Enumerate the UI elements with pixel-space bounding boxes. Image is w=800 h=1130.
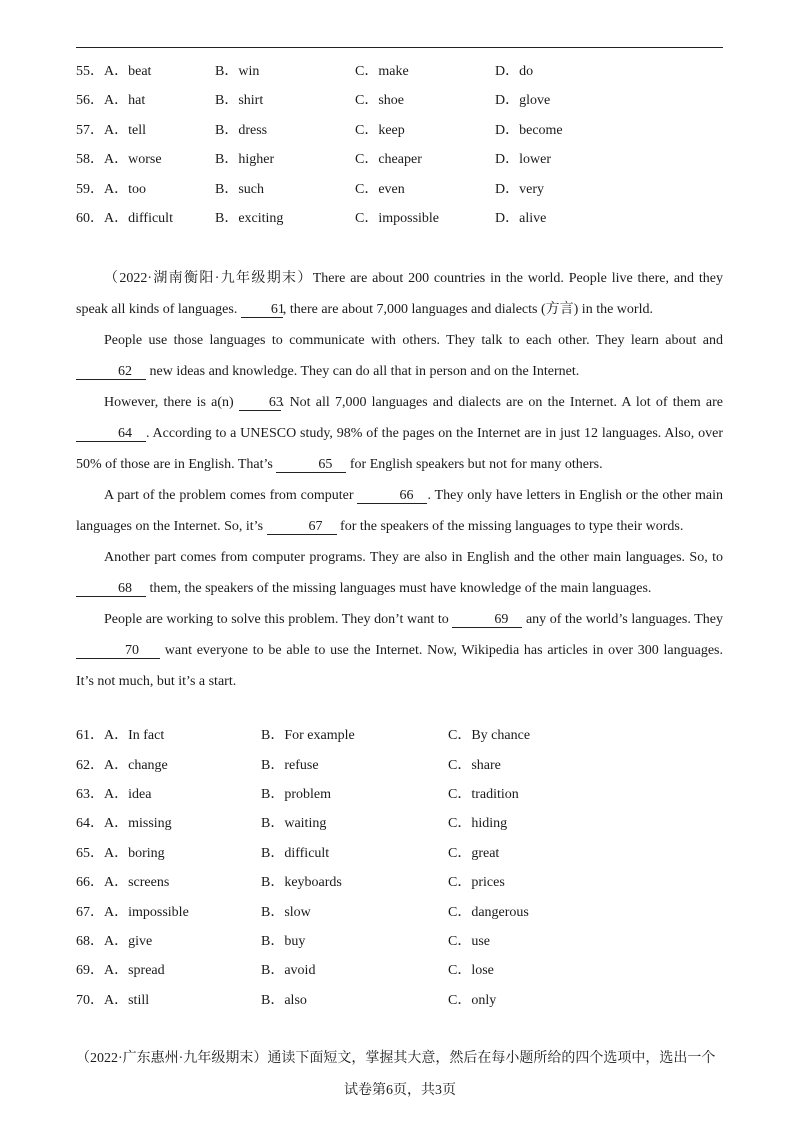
option-b: B．higher <box>215 152 275 167</box>
passage-paragraph: People use those languages to communicate with others. They talk to each other. They learn about and 62 new ideas and knowledge. They can do all that in person and on the Internet. <box>76 325 723 387</box>
blank-62: 62 <box>76 364 146 380</box>
option-d: D．very <box>495 182 544 197</box>
blank-63: 63 <box>239 395 281 411</box>
option-b: B．win <box>215 64 260 79</box>
option-a: A．beat <box>104 64 152 79</box>
question-number: 57． <box>76 123 104 138</box>
option-c: C．hiding <box>448 816 508 831</box>
option-c: C．By chance <box>448 728 531 743</box>
blank-65: 65 <box>276 457 346 473</box>
question-number: 61． <box>76 728 104 743</box>
option-d: D．alive <box>495 211 547 226</box>
next-section-intro: （2022·广东惠州·九年级期末）通读下面短文，掌握其大意，然后在每小题所给的四个选项中，选出一个 <box>76 1051 716 1066</box>
option-c: C．share <box>448 758 501 773</box>
option-b: B．also <box>261 993 307 1008</box>
blank-64: 64 <box>76 426 146 442</box>
passage-paragraph: People are working to solve this problem. They don’t want to 69 any of the world’s languages. They 70 want everyone to be able to use the Internet. Now, Wikipedia has articles in over 300 languages. It’s not much, but it’s a start. <box>76 612 723 689</box>
source-note: （2022·湖南衡阳·九年级期末） <box>104 271 313 286</box>
option-c: C．cheaper <box>355 152 422 167</box>
question-number: 62． <box>76 758 104 773</box>
option-b: B．difficult <box>261 846 330 861</box>
question-number: 60． <box>76 211 104 226</box>
option-b: B．For example <box>261 728 355 743</box>
option-a: A．In fact <box>104 728 165 743</box>
passage-paragraph: A part of the problem comes from computer 66 . They only have letters in English or the other main languages on the Internet. So, it’s 67 for the speakers of the missing languages to type their words. <box>76 488 723 534</box>
option-c: C．tradition <box>448 787 519 802</box>
option-a: A．too <box>104 182 146 197</box>
option-b: B．slow <box>261 905 311 920</box>
option-b: B．dress <box>215 123 268 138</box>
blank-61: 61 <box>241 302 283 318</box>
option-c: C．dangerous <box>448 905 529 920</box>
option-d: D．do <box>495 64 534 79</box>
option-a: A．worse <box>104 152 162 167</box>
question-number: 63． <box>76 787 104 802</box>
option-c: C．make <box>355 64 409 79</box>
option-b: B．shirt <box>215 93 264 108</box>
option-a: A．impossible <box>104 905 189 920</box>
option-a: A．idea <box>104 787 152 802</box>
blank-66: 66 <box>357 488 427 504</box>
question-number: 55． <box>76 64 104 79</box>
blank-67: 67 <box>267 519 337 535</box>
question-number: 58． <box>76 152 104 167</box>
question-number: 65． <box>76 846 104 861</box>
option-c: C．even <box>355 182 405 197</box>
option-c: C．use <box>448 934 490 949</box>
option-d: D．glove <box>495 93 551 108</box>
question-number: 69． <box>76 963 104 978</box>
option-a: A．missing <box>104 816 172 831</box>
option-a: A．difficult <box>104 211 173 226</box>
option-a: A．boring <box>104 846 165 861</box>
option-b: B．keyboards <box>261 875 342 890</box>
option-b: B．exciting <box>215 211 284 226</box>
question-number: 68． <box>76 934 104 949</box>
option-b: B．problem <box>261 787 331 802</box>
option-b: B．such <box>215 182 264 197</box>
option-c: C．great <box>448 846 500 861</box>
blank-70: 70 <box>76 643 160 659</box>
top-rule <box>76 47 723 48</box>
passage-paragraph: （2022·湖南衡阳·九年级期末）There are about 200 countries in the world. People live there, and they speak all kinds of languages. 61, there are about 7,000 languages and dialects (方言) in the world. <box>76 271 724 317</box>
reading-passage <box>76 263 723 697</box>
option-a: A．change <box>104 758 168 773</box>
option-c: C．only <box>448 993 497 1008</box>
page-footer: 试卷第6页，共3页 <box>344 1083 456 1098</box>
question-number: 56． <box>76 93 104 108</box>
option-a: A．still <box>104 993 150 1008</box>
passage-paragraph: Another part comes from computer programs. They are also in English and the other main languages. So, to 68 them, the speakers of the missing languages must have knowledge of the main languages. <box>76 542 723 604</box>
option-d: D．become <box>495 123 563 138</box>
option-d: D．lower <box>495 152 551 167</box>
option-a: A．screens <box>104 875 170 890</box>
option-c: C．impossible <box>355 211 440 226</box>
option-b: B．waiting <box>261 816 327 831</box>
option-a: A．spread <box>104 963 165 978</box>
question-number: 70． <box>76 993 104 1008</box>
passage-paragraph: However, there is a(n) 63. Not all 7,000 languages and dialects are on the Internet. A lot of them are 64 . According to a UNESCO study, 98% of the pages on the Internet are in just 12 languages. Also, over 50% of those are in English. That’s 65 for English speakers but not for many others. <box>76 395 723 472</box>
question-number: 64． <box>76 816 104 831</box>
option-c: C．keep <box>355 123 405 138</box>
option-a: A．give <box>104 934 153 949</box>
option-b: B．refuse <box>261 758 319 773</box>
question-number: 67． <box>76 905 104 920</box>
blank-69: 69 <box>452 612 522 628</box>
option-b: B．buy <box>261 934 306 949</box>
blank-68: 68 <box>76 581 146 597</box>
option-b: B．avoid <box>261 963 316 978</box>
option-c: C．prices <box>448 875 505 890</box>
option-a: A．hat <box>104 93 146 108</box>
option-c: C．shoe <box>355 93 404 108</box>
question-number: 66． <box>76 875 104 890</box>
question-number: 59． <box>76 182 104 197</box>
option-c: C．lose <box>448 963 494 978</box>
option-a: A．tell <box>104 123 146 138</box>
